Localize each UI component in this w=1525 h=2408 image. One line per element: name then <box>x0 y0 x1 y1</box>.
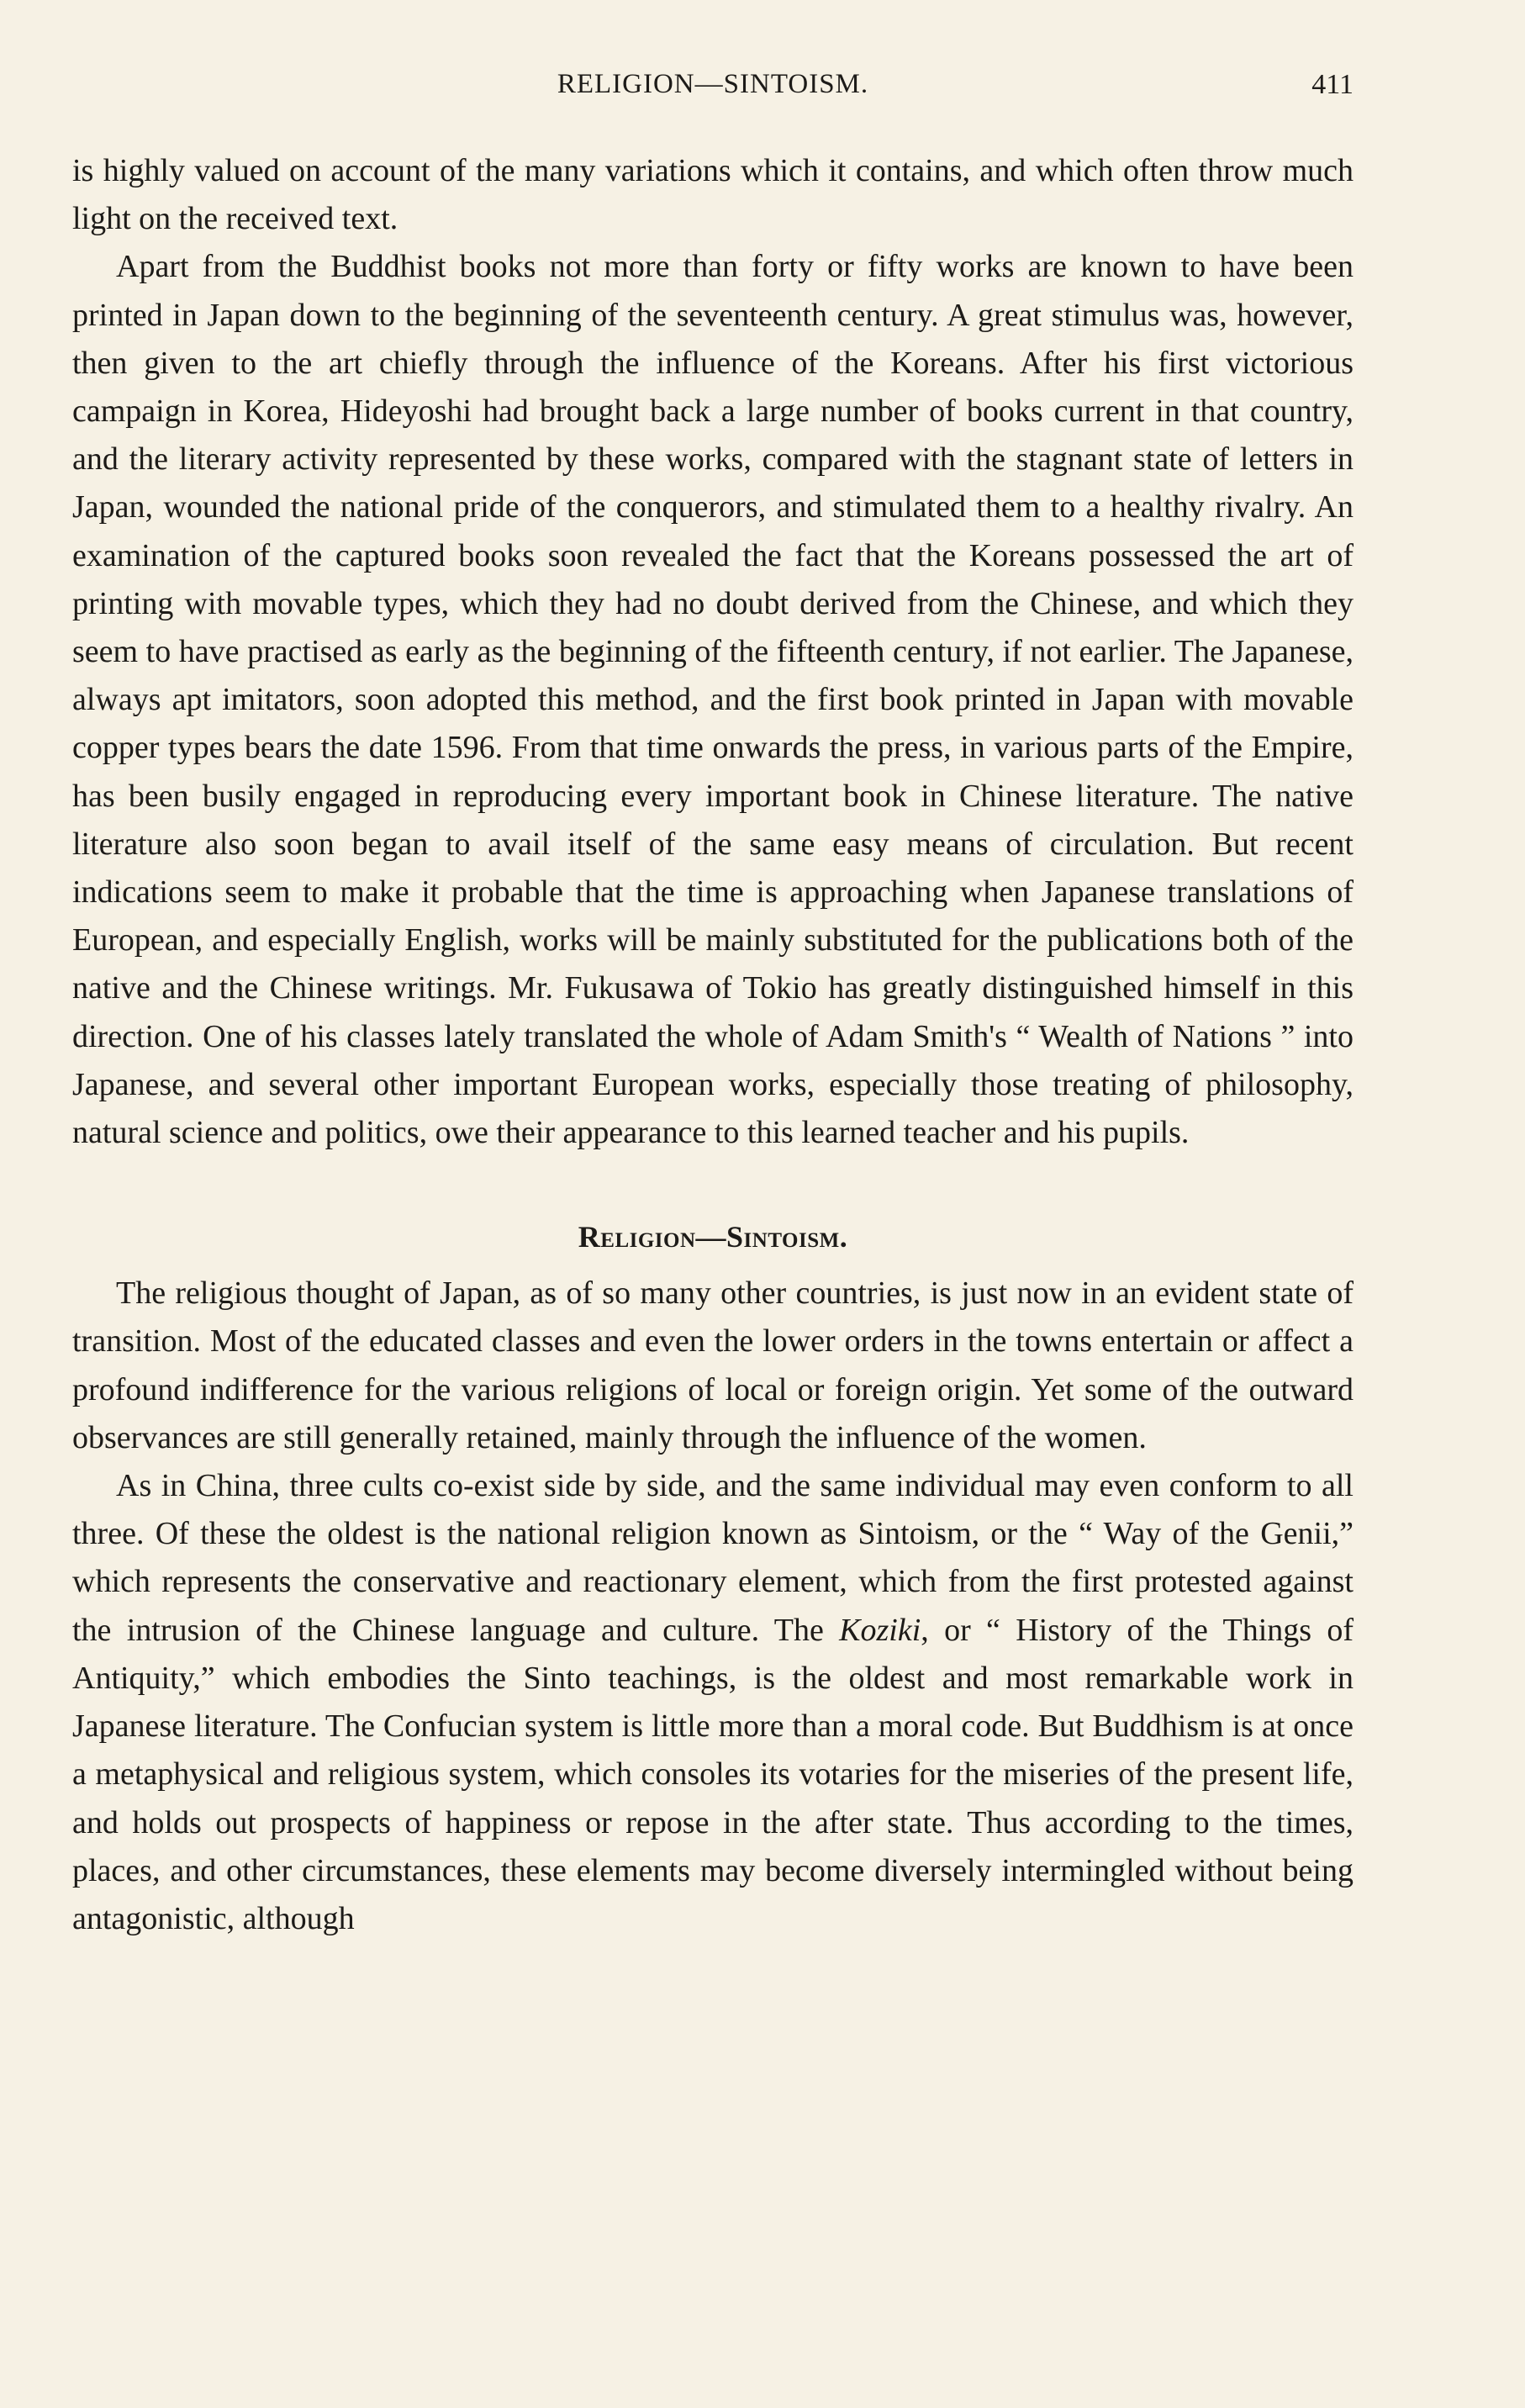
paragraph-three-cults-part-2: , or “ History of the Things of Antiquity,” which embodies the Sinto teachings, is the oldest and most remarkable work in Japanese literature. The Confucian system is little more than a moral code. But Buddhism is at once a metaphysical and religious system, which consoles its votaries for the miseries of the present life, and holds out prospects of happiness or repose in the after state. Thus according to the times, places, and other circumstances, these elements may become diversely intermingled without being antagonistic, although <box>72 1612 1354 1936</box>
paragraph-religious-transition: The religious thought of Japan, as of so many other countries, is just now in an evident state of transition. Most of the educated classes and even the lower orders in the towns entertain or affect a profound indifference for the various religions of local or foreign origin. Yet some of the outward observances are still generally retained, mainly through the influence of the women. <box>72 1275 1354 1455</box>
section-heading: Religion—Sintoism. <box>578 1220 848 1254</box>
koziki-title: Koziki <box>839 1612 921 1648</box>
page-header <box>72 69 1354 111</box>
paragraph-printing-history: Apart from the Buddhist books not more than forty or fifty works are known to have been printed in Japan down to the beginning of the seventeenth century. A great stimulus was, however, then given to the art chiefly through the influence of the Koreans. After his first victorious campaign in Korea, Hideyoshi had brought back a large number of books current in that country, and the literary activity represented by these works, compared with the stagnant state of letters in Japan, wounded the national pride of the conquerors, and stimulated them to a healthy rivalry. An examination of the captured books soon revealed the fact that the Koreans possessed the art of printing with movable types, which they had no doubt derived from the Chinese, and which they seem to have practised as early as the beginning of the fifteenth century, if not earlier. The Japanese, always apt imitators, soon adopted this method, and the first book printed in Japan with movable copper types bears the date 1596. From that time onwards the press, in various parts of the Empire, has been busily engaged in reproducing every important book in Chinese literature. The native literature also soon began to avail itself of the same easy means of circulation. But recent indications seem to make it probable that the time is approaching when Japanese translations of European, and especially English, works will be mainly substituted for the publications both of the native and the Chinese writings. Mr. Fukusawa of Tokio has greatly distinguished himself in this direction. One of his classes lately translated the whole of Adam Smith's “ Wealth of Nations ” into Japanese, and several other important European works, especially those treating of philosophy, natural science and politics, owe their appearance to this learned teacher and his pupils. <box>72 249 1354 1151</box>
paragraph-three-cults <box>72 1462 1354 1943</box>
body-text <box>72 147 1354 1943</box>
page-number: 411 <box>1311 69 1354 100</box>
paragraph-continued: is highly valued on account of the many variations which it contains, and which often throw much light on the received text. <box>72 153 1354 237</box>
paragraph-three-cults-part-1: As in China, three cults co-exist side by side, and the same individual may even conform to all three. Of these the oldest is the national religion known as Sintoism, or the “ Way of the Genii,” which represents the conservative and reactionary element, which from the first protested against the intrusion of the Chinese language and culture. The <box>72 1468 1354 1648</box>
running-title: RELIGION—SINTOISM. <box>557 69 869 99</box>
